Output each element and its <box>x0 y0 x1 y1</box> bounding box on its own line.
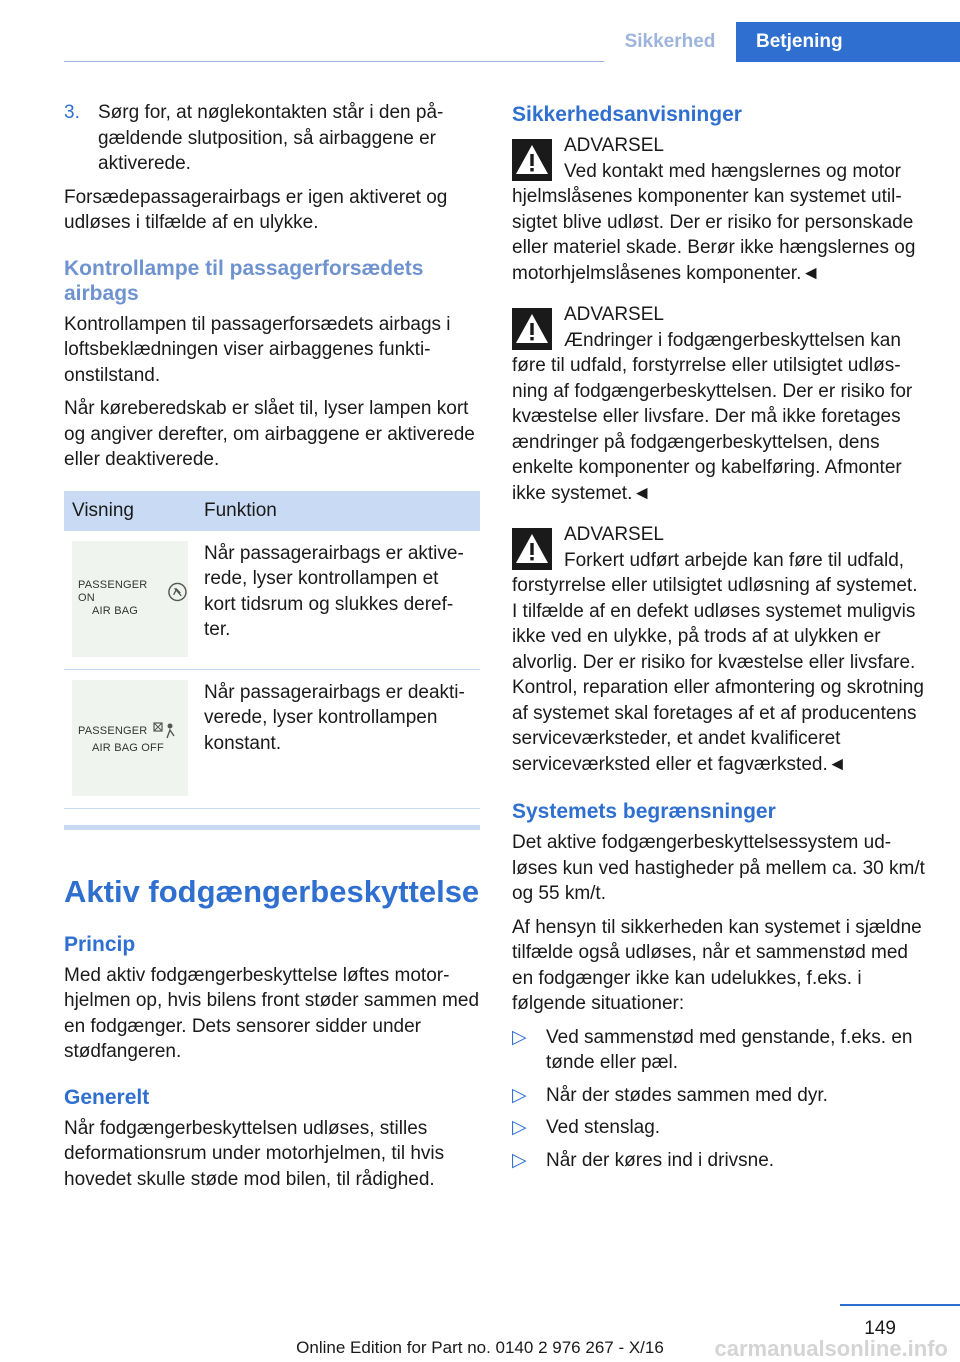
airbag-off-lamp-image <box>72 680 188 796</box>
page-footer <box>0 1300 960 1362</box>
table-row <box>64 669 480 808</box>
header-rule <box>64 61 604 62</box>
table-row <box>64 531 480 670</box>
list-item <box>512 1115 928 1141</box>
table-cell-function: Når passagerairbags er aktiverede, lyser kontrollampen et kort tidsrum og slukkes derefter. <box>196 531 480 670</box>
triangle-bullet-icon: ▷ <box>512 1026 527 1048</box>
warning-title: ADVARSEL <box>564 524 664 545</box>
warning-triangle-icon <box>512 528 552 570</box>
list-item <box>512 1148 928 1174</box>
table-header-funktion: Funktion <box>196 491 480 531</box>
paragraph: Når kørеberedskab er slået til, lyser lampen kort og angiver derefter, om airbaggene er aktiverede eller deaktiverede. <box>64 398 475 470</box>
triangle-bullet-icon: ▷ <box>512 1117 527 1138</box>
heading-aktiv-fodgaengerbeskyttelse: Aktiv fodgængerbeskyttelse <box>64 873 480 909</box>
paragraph: Med aktiv fodgængerbeskyttelse løftes motorhjelmen op, hvis bilens front støder sammen med en fodgænger. Dets sensorer sidder under stødfangeren. <box>64 964 480 1062</box>
paragraph: Det aktive fodgængerbeskyttelsessystem udløses kun ved hastigheder på mellem ca. 30 km/t og 55 km/t. <box>512 832 925 904</box>
header-tab-sikkerhed[interactable]: Sikkerhed <box>624 31 716 52</box>
warning-first-line: Forkert udført arbejde kan føre til udfald, <box>564 549 905 571</box>
warning-text: hjelmslåsenes komponenter kan systemet utilsigtet blive udløst. Der er risiko for personskade eller materiel skade. Berør ikke hængslernes og motorhjelmslåsenes komponenter.◄ <box>512 186 916 284</box>
left-column <box>64 100 480 1200</box>
airbag-on-lamp-image <box>72 541 188 657</box>
warning-first-line: Ændringer i fodgængerbeskyttelsen kan <box>564 329 901 351</box>
step-text: Sørg for, at nøglekontakten står i den pågældende slutposition, så airbaggene er aktiverede. <box>98 102 444 174</box>
list-item <box>512 1083 928 1109</box>
list-item-text: Ved stenslag. <box>546 1117 661 1138</box>
warning-first-line: Ved kontakt med hængslernes og motor <box>564 160 901 182</box>
table-cell-function: Når passagerairbags er deaktiverede, lyser kontrollampen konstant. <box>196 669 480 808</box>
list-item-text: Når der køres ind i drivsne. <box>546 1149 775 1171</box>
warning-title: ADVARSEL <box>564 304 664 325</box>
warning-block <box>512 522 928 777</box>
warning-text: forstyrrelse eller utilsigtet udløsning af systemet. I tilfælde af en defekt udløses systemet muligvis ikke ved en ulykke, på trods af at ulykken er alvorlig. Der er risiko for kvæstelse eller livsfare. Kontrol, reparation eller afmontering og skrotning af systemet skal foretages af et af producentens serviceværksteder, et andet kvalificeret serviceværksted eller et fagværksted.◄ <box>512 575 924 775</box>
header-tab-betjening[interactable]: Betjening <box>736 22 960 62</box>
triangle-bullet-icon: ▷ <box>512 1149 527 1171</box>
heading-kontrollampe: Kontrollampe til passagerforsædets airbags <box>64 256 424 305</box>
list-item-text: Ved sammenstød med genstande, f.eks. en tønde eller pæl. <box>546 1026 913 1073</box>
heading-princip: Princip <box>64 932 136 956</box>
heading-systemets-begraensninger: Systemets begrænsninger <box>512 800 776 823</box>
lamp-label: PASSENGER <box>78 724 148 737</box>
watermark: carmanualsonline.info <box>714 1336 948 1361</box>
lamp-label: AIR BAG OFF <box>92 742 164 754</box>
lamp-label: PASSENGER ON <box>78 579 148 604</box>
paragraph: Kontrollampen til passagerforsædets airbags i loftsbeklædningen viser airbaggenes funktionstilstand. <box>64 313 451 386</box>
table-header-visning: Visning <box>64 491 196 531</box>
page-header <box>0 0 960 62</box>
paragraph: Når fodgængerbeskyttelsen udløses, stilles deformationsrum under motorhjelmen, til hvis hovedet skulle støde mod bilen, til rådighed. <box>64 1117 445 1190</box>
situation-list <box>512 1025 928 1174</box>
triangle-bullet-icon: ▷ <box>512 1084 527 1106</box>
airbag-icon <box>167 581 188 603</box>
right-column <box>512 100 928 1180</box>
warning-block <box>512 302 928 506</box>
indicator-table <box>64 491 480 809</box>
lamp-label: AIR BAG <box>92 605 139 617</box>
footer-rule <box>840 1304 960 1306</box>
heading-generelt: Generelt <box>64 1085 150 1109</box>
step-item <box>64 100 480 177</box>
paragraph: Forsædepassagerairbags er igen aktiveret og udløses i tilfælde af en ulykke. <box>64 186 448 233</box>
list-item-text: Når der stødes sammen med dyr. <box>546 1084 828 1106</box>
step-number: 3. <box>64 102 80 123</box>
warning-triangle-icon <box>512 308 552 350</box>
warning-triangle-icon <box>512 139 552 181</box>
paragraph: Af hensyn til sikkerheden kan systemet i sjældne tilfælde også udløses, når et sammenstød med en fodgænger ikke kan udelukkes, f.eks. i følgende situationer: <box>512 916 922 1014</box>
airbag-off-icon <box>151 720 177 742</box>
page-number: 149 <box>864 1318 896 1339</box>
edition-text: Online Edition for Part no. 0140 2 976 267 - X/16 <box>296 1338 664 1357</box>
warning-block <box>512 133 928 286</box>
section-rule <box>64 825 480 830</box>
warning-text: føre til udfald, forstyrrelse eller utilsigtet udløsning af fodgængerbeskyttelsen. Der er risiko for kvæstelse eller livsfare. Der må ikke foretages ændringer på fodgængerbeskyttelsen, dens enkelte komponenter og kabelføring. Afmonter ikke systemet.◄ <box>512 355 913 504</box>
list-item <box>512 1025 928 1076</box>
warning-title: ADVARSEL <box>564 135 664 156</box>
heading-sikkerhedsanvisninger: Sikkerhedsanvisninger <box>512 103 742 126</box>
